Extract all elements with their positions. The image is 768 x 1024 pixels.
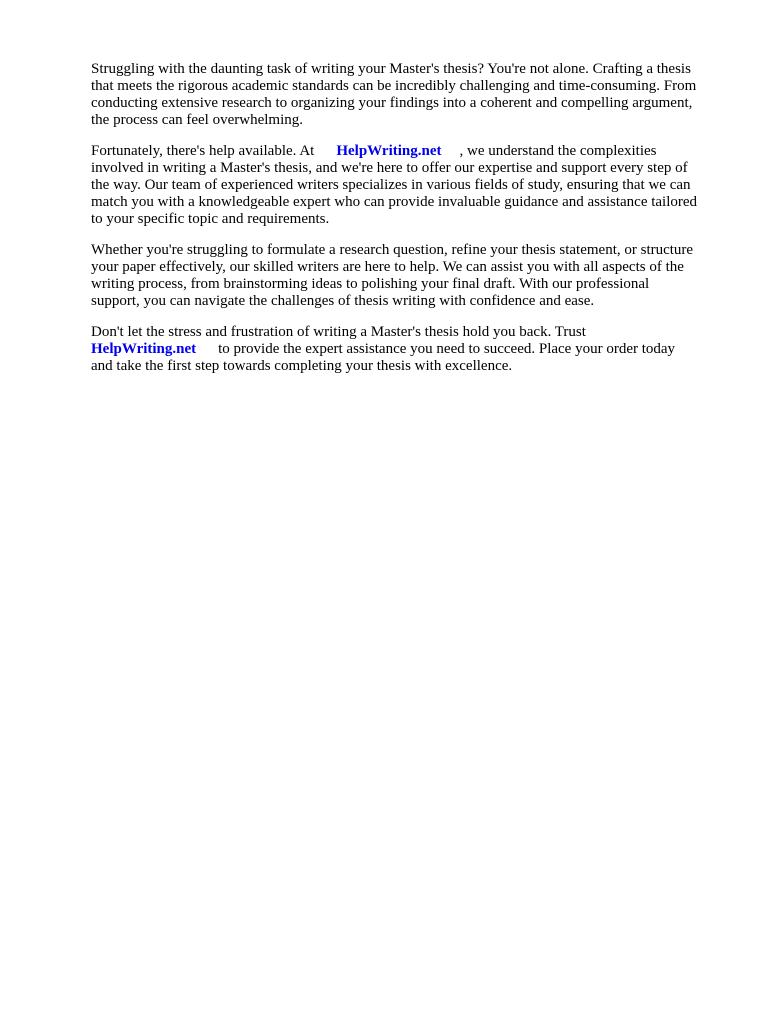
text-line: Struggling with the daunting task of writing your Master's thesis? You're not alone. Crafting a thesis (91, 61, 691, 77)
text-segment: to provide the expert assistance you need to succeed. Place your order today (218, 341, 676, 357)
text-line (91, 143, 723, 160)
paragraph-services (91, 242, 723, 310)
text-line: the way. Our team of experienced writers specializes in various fields of study, ensuring that we can (91, 177, 691, 193)
text-line (91, 341, 723, 358)
text-line: that meets the rigorous academic standards can be incredibly challenging and time-consuming. From (91, 78, 697, 94)
text-line: to your specific topic and requirements. (91, 211, 330, 227)
helpwriting-link[interactable]: HelpWriting.net (336, 143, 442, 159)
text-line: Don't let the stress and frustration of writing a Master's thesis hold you back. Trust (91, 324, 586, 340)
paragraph-help (91, 143, 723, 228)
text-line: support, you can navigate the challenges of thesis writing with confidence and ease. (91, 293, 595, 309)
text-line: the process can feel overwhelming. (91, 112, 303, 128)
text-line: match you with a knowledgeable expert who can provide invaluable guidance and assistance tailored (91, 194, 698, 210)
text-line: Whether you're struggling to formulate a research question, refine your thesis statement, or structure (91, 242, 694, 258)
text-segment: Fortunately, there's help available. At (91, 143, 315, 159)
text-line: and take the first step towards completing your thesis with excellence. (91, 358, 513, 374)
document-body (91, 61, 723, 389)
paragraph-intro (91, 61, 723, 129)
paragraph-call-to-action (91, 324, 723, 375)
text-segment: , we understand the complexities (459, 143, 657, 159)
helpwriting-link[interactable]: HelpWriting.net (91, 341, 197, 357)
text-line: your paper effectively, our skilled writers are here to help. We can assist you with all aspects of the (91, 259, 684, 275)
text-line: writing process, from brainstorming ideas to polishing your final draft. With our professional (91, 276, 650, 292)
text-line: conducting extensive research to organizing your findings into a coherent and compelling argument, (91, 95, 693, 111)
text-line: involved in writing a Master's thesis, and we're here to offer our expertise and support every step of (91, 160, 688, 176)
